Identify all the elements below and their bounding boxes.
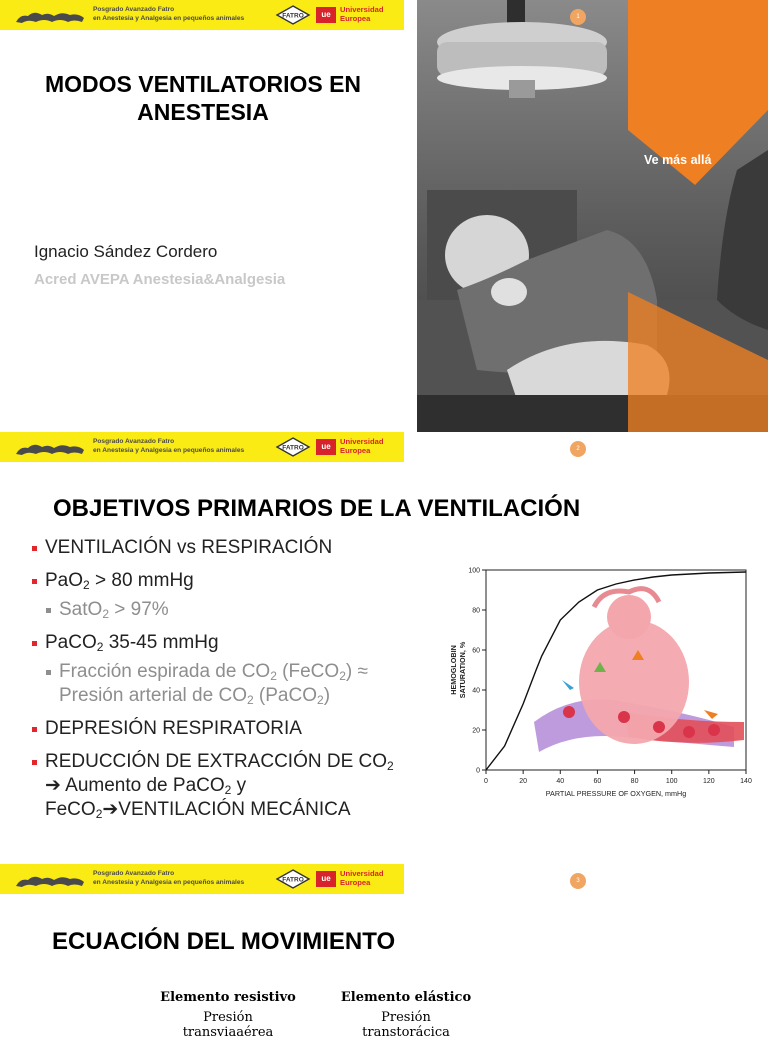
bullet-list — [30, 536, 445, 831]
sub-bullet-item: Fracción espirada de $CO_2$ (FeCO$_2$) ≈ Presión arterial de $CO_2$ (PaCO$_2$) — [30, 660, 445, 708]
author-name: Ignacio Sández Cordero — [34, 242, 218, 261]
x-tick-label: 120 — [703, 778, 715, 785]
bullet-item: PaCO$_2$ 35-45 mmHg — [30, 631, 445, 655]
university-name: Universidad Europea — [340, 869, 384, 887]
bullet-item: VENTILACIÓN vs RESPIRACIÓN — [30, 536, 445, 560]
page-number: 3 — [570, 873, 586, 889]
y-tick-label: 80 — [472, 607, 480, 615]
ferret-logo — [14, 870, 86, 890]
x-tick-label: 0 — [484, 778, 488, 785]
x-axis-label: PARTIAL PRESSURE OF OXYGEN, mmHg — [545, 789, 687, 798]
program-name: Posgrado Avanzado Fatro en Anestesia y Analgesia en pequeños animales — [93, 438, 245, 454]
svg-text:FATRO: FATRO — [282, 12, 304, 20]
bullet-item: PaO$_2$ > 80 mmHg — [30, 569, 445, 593]
slide-1 — [0, 0, 768, 432]
y-tick-label: 20 — [472, 727, 480, 735]
x-tick-label: 80 — [630, 778, 639, 785]
y-tick-label: 40 — [472, 687, 480, 695]
ue-logo: ue — [316, 7, 336, 23]
ue-logo: ue — [316, 871, 336, 887]
fatro-logo — [276, 5, 310, 25]
fatro-logo — [276, 437, 310, 457]
ferret-logo — [14, 438, 86, 458]
page-number: 1 — [570, 9, 586, 25]
y-axis-label: SATURATION, % — [458, 641, 467, 699]
y-axis-label: HEMOGLOBIN — [449, 645, 458, 695]
fatro-logo — [276, 869, 310, 889]
slide-3 — [0, 864, 768, 1040]
presentation-title: MODOS VENTILATORIOS EN ANESTESIA — [44, 71, 362, 125]
x-tick-label: 40 — [556, 778, 565, 785]
slide-2 — [0, 432, 768, 864]
ue-logo: ue — [316, 439, 336, 455]
arrow-icon: ➔ — [45, 775, 61, 796]
x-tick-label: 20 — [519, 778, 528, 785]
university-name: Universidad Europea — [340, 5, 384, 23]
surgery-photo — [417, 0, 768, 432]
ferret-logo — [14, 6, 86, 26]
author-credential: Acred AVEPA Anestesia&Analgesia — [34, 271, 286, 288]
x-tick-label: 60 — [593, 778, 602, 785]
elastic-element: Elemento elástico Presión transtorácica — [340, 990, 472, 1040]
slide-title: OBJETIVOS PRIMARIOS DE LA VENTILACIÓN — [53, 495, 581, 522]
y-tick-label: 60 — [472, 647, 480, 655]
bullet-item: DEPRESIÓN RESPIRATORIA — [30, 717, 445, 741]
program-name: Posgrado Avanzado Fatro en Anestesia y Analgesia en pequeños animales — [93, 6, 245, 22]
lung-capillary-illustration — [534, 589, 744, 752]
oxygen-dissociation-chart — [444, 562, 756, 807]
page-number: 2 — [570, 441, 586, 457]
slogan: Ve más allá — [644, 153, 712, 167]
arrow-icon: ➔ — [102, 799, 119, 820]
slide-title: ECUACIÓN DEL MOVIMIENTO — [52, 928, 396, 955]
bullet-item: REDUCCIÓN DE EXTRACCIÓN DE $CO_2$ ➔ Aumento de PaCO$_2$ y FeCO$_2$➔VENTILACIÓN MECÁNICA — [30, 750, 445, 822]
header-banner — [0, 864, 404, 894]
header-banner — [0, 0, 404, 30]
university-name: Universidad Europea — [340, 437, 384, 455]
resistive-element: Elemento resistivo Presión transviaaérea — [160, 990, 296, 1040]
y-tick-label: 100 — [468, 567, 480, 575]
program-name: Posgrado Avanzado Fatro en Anestesia y Analgesia en pequeños animales — [93, 870, 245, 886]
sub-bullet-item: SatO$_2$ > 97% — [30, 598, 445, 622]
x-tick-label: 140 — [740, 778, 752, 785]
svg-text:FATRO: FATRO — [282, 876, 304, 884]
header-banner — [0, 432, 404, 462]
x-tick-label: 100 — [665, 778, 678, 785]
y-tick-label: 0 — [476, 767, 480, 775]
svg-text:FATRO: FATRO — [282, 444, 304, 452]
